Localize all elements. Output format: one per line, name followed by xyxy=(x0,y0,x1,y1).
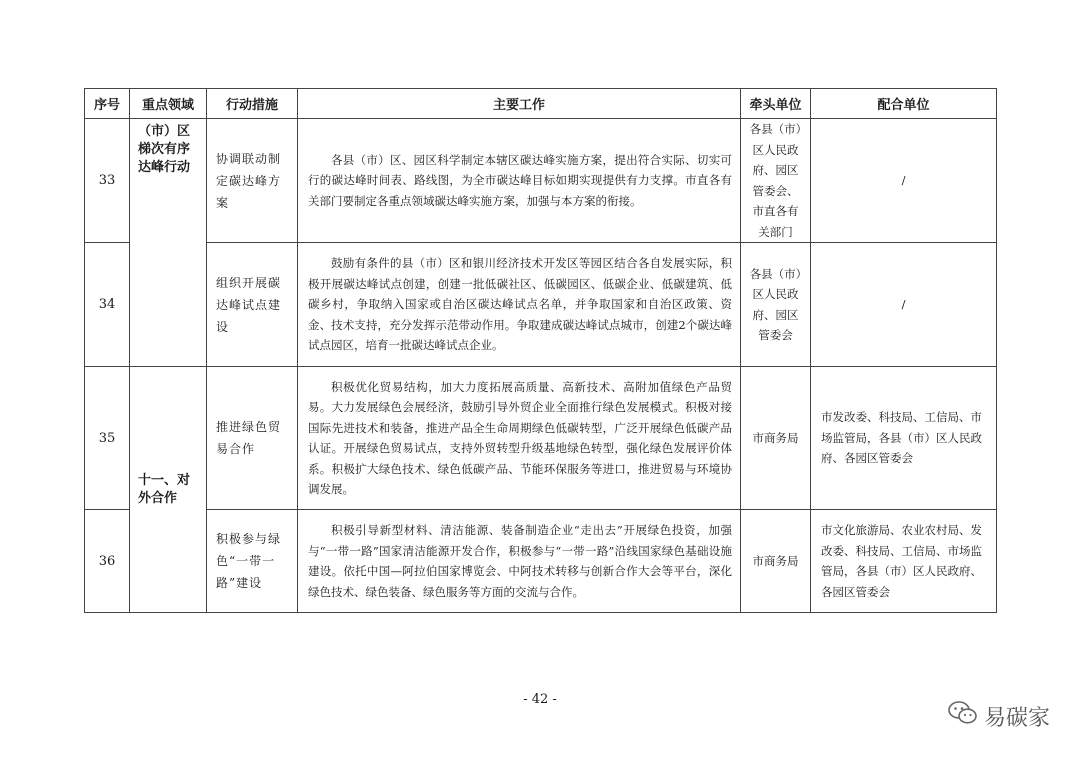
work-cell: 积极优化贸易结构，加大力度拓展高质量、高新技术、高附加值绿色产品贸易。大力发展绿色会展经济，鼓励引导外贸企业全面推行绿色发展模式。积极对接国际先进技术和装备，推进产品全生命周期绿色低碳转型，广泛开展绿色低碳产品认证。开展绿色贸易试点，支持外贸转型升级基地绿色转型，强化绿色发展评价体系。积极扩大绿色技术、绿色低碳产品、节能环保服务等进口，推进贸易与环境协调发展。 xyxy=(298,367,741,510)
header-work: 主要工作 xyxy=(298,89,741,119)
lead-cell: 市商务局 xyxy=(741,510,811,613)
work-cell: 积极引导新型材料、清洁能源、装备制造企业“走出去”开展绿色投资，加强与“一带一路”国家清洁能源开发合作，积极参与“一带一路”沿线国家绿色基础设施建设。依托中国—阿拉伯国家博览会、中阿技术转移与创新合作大会等平台，深化绿色技术、绿色装备、绿色服务等方面的交流与合作。 xyxy=(298,510,741,613)
lead-cell: 各县（市）区人民政府、园区管委会 xyxy=(741,243,811,367)
row-number: 34 xyxy=(85,243,130,367)
coop-cell: / xyxy=(811,243,997,367)
wechat-icon xyxy=(948,700,984,732)
measure-cell: 积极参与绿色“一带一路”建设 xyxy=(207,510,298,613)
coop-cell: / xyxy=(811,119,997,243)
table-header-row xyxy=(85,89,997,119)
measure-cell: 协调联动制定碳达峰方案 xyxy=(207,119,298,243)
row-number: 36 xyxy=(85,510,130,613)
coop-cell: 市文化旅游局、农业农村局、发改委、科技局、工信局、市场监管局，各县（市）区人民政府、各园区管委会 xyxy=(811,510,997,613)
row-number: 33 xyxy=(85,119,130,243)
table-row xyxy=(85,510,997,613)
field-cell: （市）区梯次有序达峰行动 xyxy=(130,119,207,367)
coop-cell: 市发改委、科技局、工信局、市场监管局，各县（市）区人民政府、各园区管委会 xyxy=(811,367,997,510)
row-number: 35 xyxy=(85,367,130,510)
lead-cell: 市商务局 xyxy=(741,367,811,510)
work-cell: 各县（市）区、园区科学制定本辖区碳达峰实施方案，提出符合实际、切实可行的碳达峰时间表、路线图，为全市碳达峰目标如期实现提供有力支撑。市直各有关部门要制定各重点领域碳达峰实施方案，加强与本方案的衔接。 xyxy=(298,119,741,243)
watermark-text: 易碳家 xyxy=(983,705,1050,731)
action-table xyxy=(84,88,997,613)
header-field: 重点领域 xyxy=(130,89,207,119)
table-row xyxy=(85,243,997,367)
measure-cell: 组织开展碳达峰试点建设 xyxy=(207,243,298,367)
table-row xyxy=(85,119,997,243)
lead-cell: 各县（市）区人民政府、园区管委会、市直各有关部门 xyxy=(741,119,811,243)
measure-cell: 推进绿色贸易合作 xyxy=(207,367,298,510)
header-lead: 牵头单位 xyxy=(741,89,811,119)
page-number: - 42 - xyxy=(523,692,557,707)
work-cell: 鼓励有条件的县（市）区和银川经济技术开发区等园区结合各自发展实际，积极开展碳达峰试点创建，创建一批低碳社区、低碳园区、低碳企业、低碳建筑、低碳乡村，争取纳入国家或自治区碳达峰试点名单，并争取国家和自治区政策、资金、技术支持，充分发挥示范带动作用。争取建成碳达峰试点城市，创建2个碳达峰试点园区，培育一批碳达峰试点企业。 xyxy=(298,243,741,367)
header-num: 序号 xyxy=(85,89,130,119)
watermark xyxy=(948,700,1050,732)
table-row xyxy=(85,367,997,510)
header-measure: 行动措施 xyxy=(207,89,298,119)
field-cell: 十一、对外合作 xyxy=(130,367,207,613)
header-coop: 配合单位 xyxy=(811,89,997,119)
